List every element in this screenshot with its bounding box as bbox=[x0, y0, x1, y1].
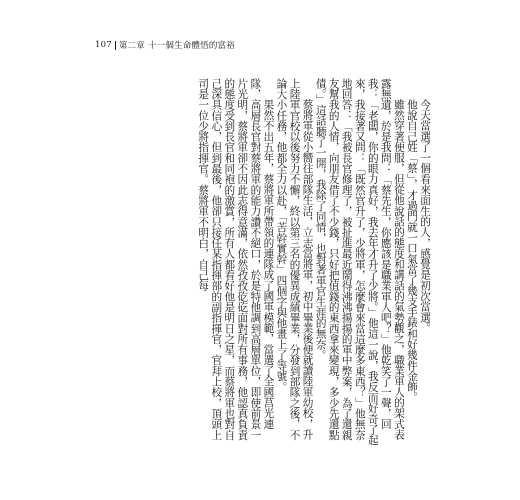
chapter-label: 第二章 bbox=[118, 41, 145, 51]
vertical-body-text bbox=[159, 78, 431, 450]
paragraph: 雖然穿著便服，但從他說話的態度和講話的氣勢觀之，職業軍人的架式表露無遺，於是我問：「蔡先生，你應該是職業軍人吧？」他乾笑了一聲，回我：「老闆，你的眼力真好，我去年才升了少將。」他這一說，我反而好奇了起來，我接著又問：「既然官升了，少將軍，怎麼會來當這麼多東西？」他無奈地回答：「我被長官修理了，被扯進最近鬧得沸沸揚揚的軍中弊案，為了還親友幫我的人情，向朋友借了不少錢，只好把值錢的東西拿來變現，多少先還點債。」這話聽了一開，我除了同情，也對著軍官生涯的無奈。 bbox=[314, 78, 405, 446]
running-header bbox=[95, 39, 235, 51]
paragraph: 果然不出五年，蔡將軍所帶領的連隊成了國軍模範，當選了全國莒光連隊，高層長官對蔡將軍的能力讚不絕口，於是特他調到高層單位，即使前景一片光明，蔡將軍卻不因此志得意滿，依然孜孜矻矻面對所有事務，他認真負責的態度受到長官和同袍的激賞，所有人都看好他是明日之星，而蔡將軍也對自己深具信心，但到最後，他卻只接任某指揮部的副指揮官，官拜上校，頂頭上司是一位少將指揮官。蔡將軍不明白，自己每 bbox=[197, 78, 275, 441]
section-title: 十一個生命體悟的富裕 bbox=[147, 41, 235, 51]
page-number: 107 bbox=[95, 40, 112, 50]
paragraph: 蔡將軍從小嚮往部隊生活，立志當將軍，初中畢業後便就讀陸軍幼校，升上陸軍官校以後努力不懈，終以第三名的優異成績畢業，分發到部隊之後，不論大小任務，他都全力以赴，「苦幹實幹」四個字與他畫上了等號。 bbox=[275, 78, 314, 441]
header-divider bbox=[115, 41, 116, 50]
paragraph: 今天當選了一個看來面生的人，感覺是初次當選。 bbox=[419, 99, 431, 334]
paragraph: 他說自己姓「蔡」，才過門就一口氣當了幾支手錶和好幾件金飾。 bbox=[405, 99, 418, 403]
